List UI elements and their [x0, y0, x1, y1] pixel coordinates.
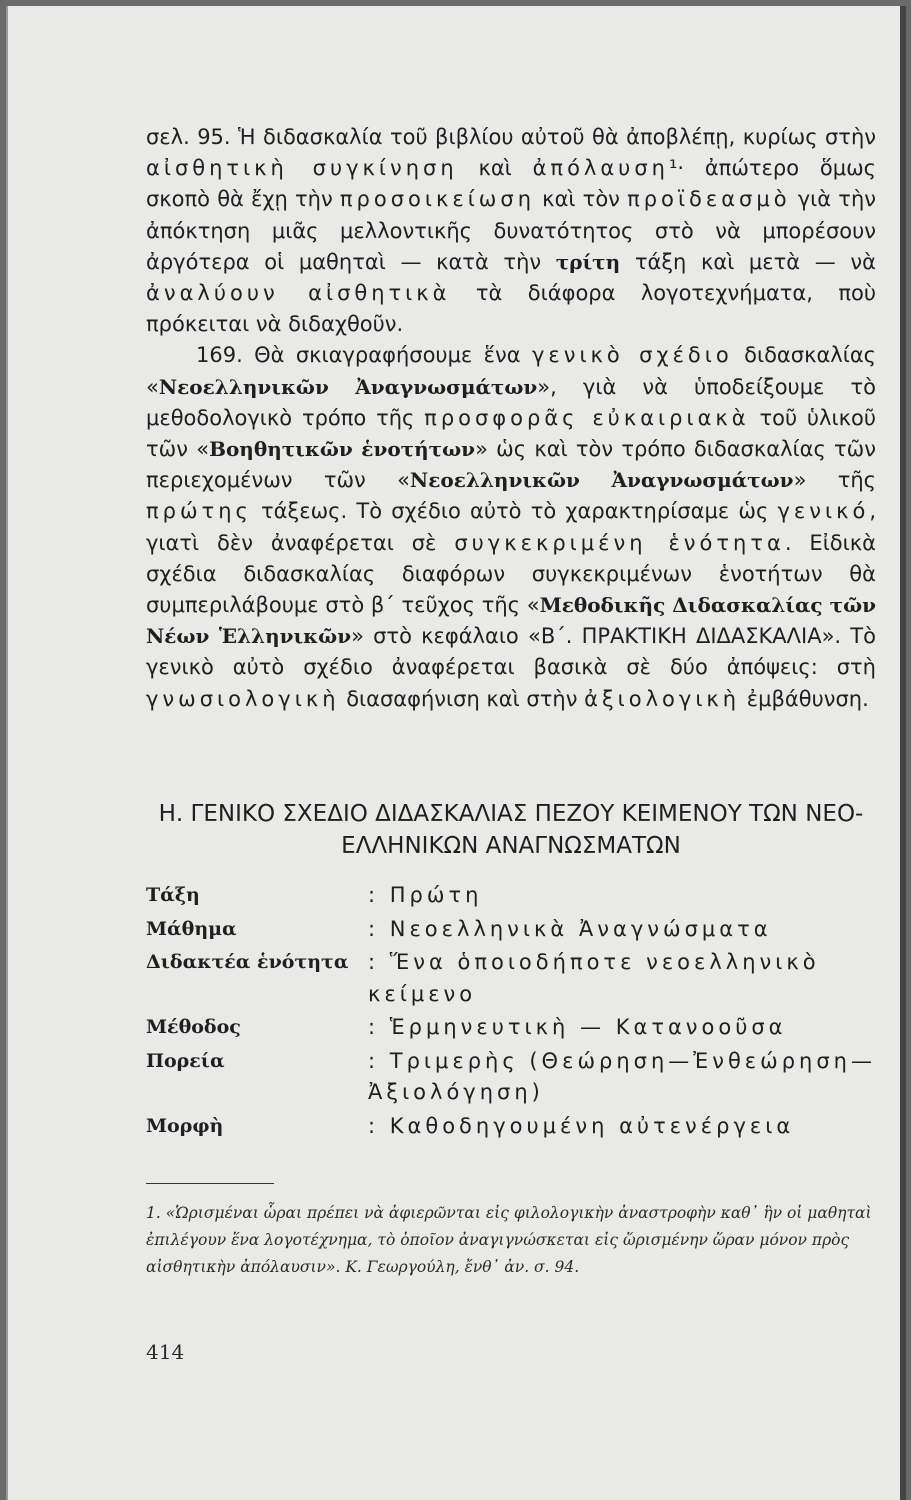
text-run: τοῦ ὑλικοῦ τῶν « — [146, 405, 876, 462]
plan-label: Τάξη — [146, 884, 200, 906]
page-number: 414 — [146, 1340, 185, 1364]
text-run: » στὸ κεφάλαιο «Β΄. ΠΡΑΚΤΙΚΗ ΔΙΔΑΣΚΑΛΙΑ». Τὸ γενικὸ αὐτὸ σχέδιο ἀναφέρεται βασικὰ σὲ δύο ἀπόψεις: στὴ — [146, 624, 876, 680]
bold-emphasis: τρίτη — [555, 249, 621, 274]
plan-label: Μορφὴ — [146, 1114, 224, 1137]
spaced-emphasis: προσοικείωση — [339, 187, 536, 212]
bold-emphasis: Βοηθητικῶν ἑνοτήτων — [209, 437, 476, 462]
plan-label: Μάθημα — [146, 917, 237, 940]
spaced-emphasis: γνωσιολογικὴ — [146, 686, 340, 711]
section-heading — [146, 798, 876, 862]
plan-label: Πορεία — [146, 1049, 225, 1072]
plan-row-form — [146, 1111, 876, 1143]
spaced-emphasis: ἀναλύουν αἰσθητικὰ — [146, 281, 451, 306]
plan-row-method — [146, 1012, 876, 1044]
text-run: , γιατὶ δὲν ἀναφέρεται σὲ — [146, 499, 876, 555]
plan-row-subject — [146, 914, 876, 946]
spaced-emphasis: γενικό — [777, 499, 870, 524]
spaced-emphasis: γενικὸ σχέδιο — [531, 343, 733, 368]
spaced-emphasis: προσφορᾶς εὐκαιριακὰ — [424, 405, 750, 430]
plan-value: : Νεοελληνικὰ Ἀναγνώσματα — [368, 916, 772, 941]
plan-value: : Ἑρμηνευτικὴ — Κατανοοῦσα — [368, 1015, 787, 1039]
text-run: διασαφήνιση καὶ στὴν — [339, 686, 585, 711]
text-run: » ὡς καὶ τὸν τρόπο διδασκαλίας τῶν περιεχομένων τῶν « — [146, 437, 876, 493]
spaced-emphasis: ἀξιολογικὴ — [584, 686, 741, 711]
spaced-emphasis: συγκεκριμένη ἑνότητα — [454, 530, 785, 555]
text-run: σελ. 95. Ἡ διδασκαλία τοῦ βιβλίου αὐτοῦ θὰ ἀποβλέπῃ, κυρίως στὴν — [146, 125, 876, 149]
plan-value: : Ἕνα ὁποιοδήποτε νεοελληνικὸ κείμενο — [368, 950, 820, 1006]
plan-value: : Τριμερὴς (Θεώρηση—Ἐνθεώρηση—Ἀξιολόγηση) — [368, 1048, 876, 1104]
section-heading-line-1: Η. ΓΕΝΙΚΟ ΣΧΕΔΙΟ ΔΙΔΑΣΚΑΛΙΑΣ ΠΕΖΟΥ ΚΕΙΜΕΝΟΥ ΤΩΝ ΝΕΟ- — [158, 801, 864, 827]
text-run: » τῆς — [793, 468, 876, 493]
text-run: 169. Θὰ σκιαγραφήσουμε ἕνα — [196, 343, 532, 368]
spaced-emphasis: ἀπόλαυση — [532, 156, 669, 181]
plan-label: Διδακτέα ἑνότητα — [146, 951, 349, 973]
paragraph-1 — [146, 122, 876, 340]
plan-value: : Πρώτη — [368, 883, 483, 907]
text-run: ¹· ἀπώτερο ὅμως σκοπὸ θὰ ἔχῃ τὴν — [146, 156, 876, 212]
text-run: », γιὰ νὰ ὑποδείξουμε τὸ μεθοδολογικὸ τρόπο τῆς — [146, 374, 876, 430]
text-run: τάξεως. Τὸ σχέδιο αὐτὸ τὸ χαρακτηρίσαμε ὡς — [251, 499, 778, 524]
text-run: ἐμβάθυνση. — [740, 686, 869, 711]
lesson-plan-table — [146, 880, 876, 1144]
text-run: γιὰ τὴν ἀπόκτηση μιᾶς μελλοντικῆς δυνατότητος στὸ νὰ μπορέσουν ἀργότερα οἱ μαθηταὶ — κατὰ τὴν — [146, 187, 876, 274]
bold-emphasis: Νεοελληνικῶν Ἀναγνωσμάτων — [158, 374, 538, 399]
bold-emphasis: Μεθοδικῆς Διδασκαλίας τῶν Νέων Ἑλληνικῶν — [146, 593, 876, 649]
body-text — [146, 122, 876, 715]
plan-row-unit — [146, 947, 876, 1010]
text-run: καὶ τὸν — [535, 187, 628, 212]
section-heading-line-2: ΕΛΛΗΝΙΚΩΝ ΑΝΑΓΝΩΣΜΑΤΩΝ — [341, 833, 681, 859]
text-run: καὶ — [457, 156, 533, 181]
spaced-emphasis: αἰσθητικὴ συγκίνηση — [146, 156, 458, 181]
text-run: τὰ διάφορα λογοτεχνήματα, ποὺ πρόκειται νὰ διδαχθοῦν. — [146, 281, 876, 337]
plan-value: : Καθοδηγουμένη αὐτενέργεια — [368, 1113, 795, 1138]
plan-row-course — [146, 1046, 876, 1109]
text-run: τάξη καὶ μετὰ — νὰ — [620, 249, 876, 274]
spaced-emphasis: προϊδεασμὸ — [627, 187, 791, 212]
plan-row-class — [146, 880, 876, 912]
footnote: 1. «Ὡρισμέναι ὧραι πρέπει νὰ ἀφιερῶνται εἰς φιλολογικὴν ἀναστροφὴν καθ᾽ ἣν οἱ μαθηταὶ ἐπιλέγουν ἕνα λογοτέχνημα, τὸ ὁποῖον ἀναγιγνώσκεται εἰς ὥρισμένην ὥραν μόνον πρὸς αἰσθητικὴν ἀπόλαυσιν». Κ. Γεωργούλη, ἔνθ᾽ ἀν. σ. 94. — [146, 1204, 872, 1276]
scan-edge — [900, 6, 906, 1500]
paragraph-2 — [146, 340, 876, 714]
plan-label: Μέθοδος — [146, 1016, 241, 1038]
footnote-divider — [146, 1183, 274, 1184]
bold-emphasis: Νεοελληνικῶν Ἀναγνωσμάτων — [409, 468, 794, 493]
text-run: . Εἰδικὰ σχέδια διδασκαλίας διαφόρων συγκεκριμένων ἑνοτήτων θὰ συμπεριλάβουμε στὸ β΄ τεῦχος τῆς « — [146, 530, 876, 618]
text-run: διδασκαλίας « — [146, 343, 876, 399]
spaced-emphasis: πρώτης — [146, 499, 252, 524]
